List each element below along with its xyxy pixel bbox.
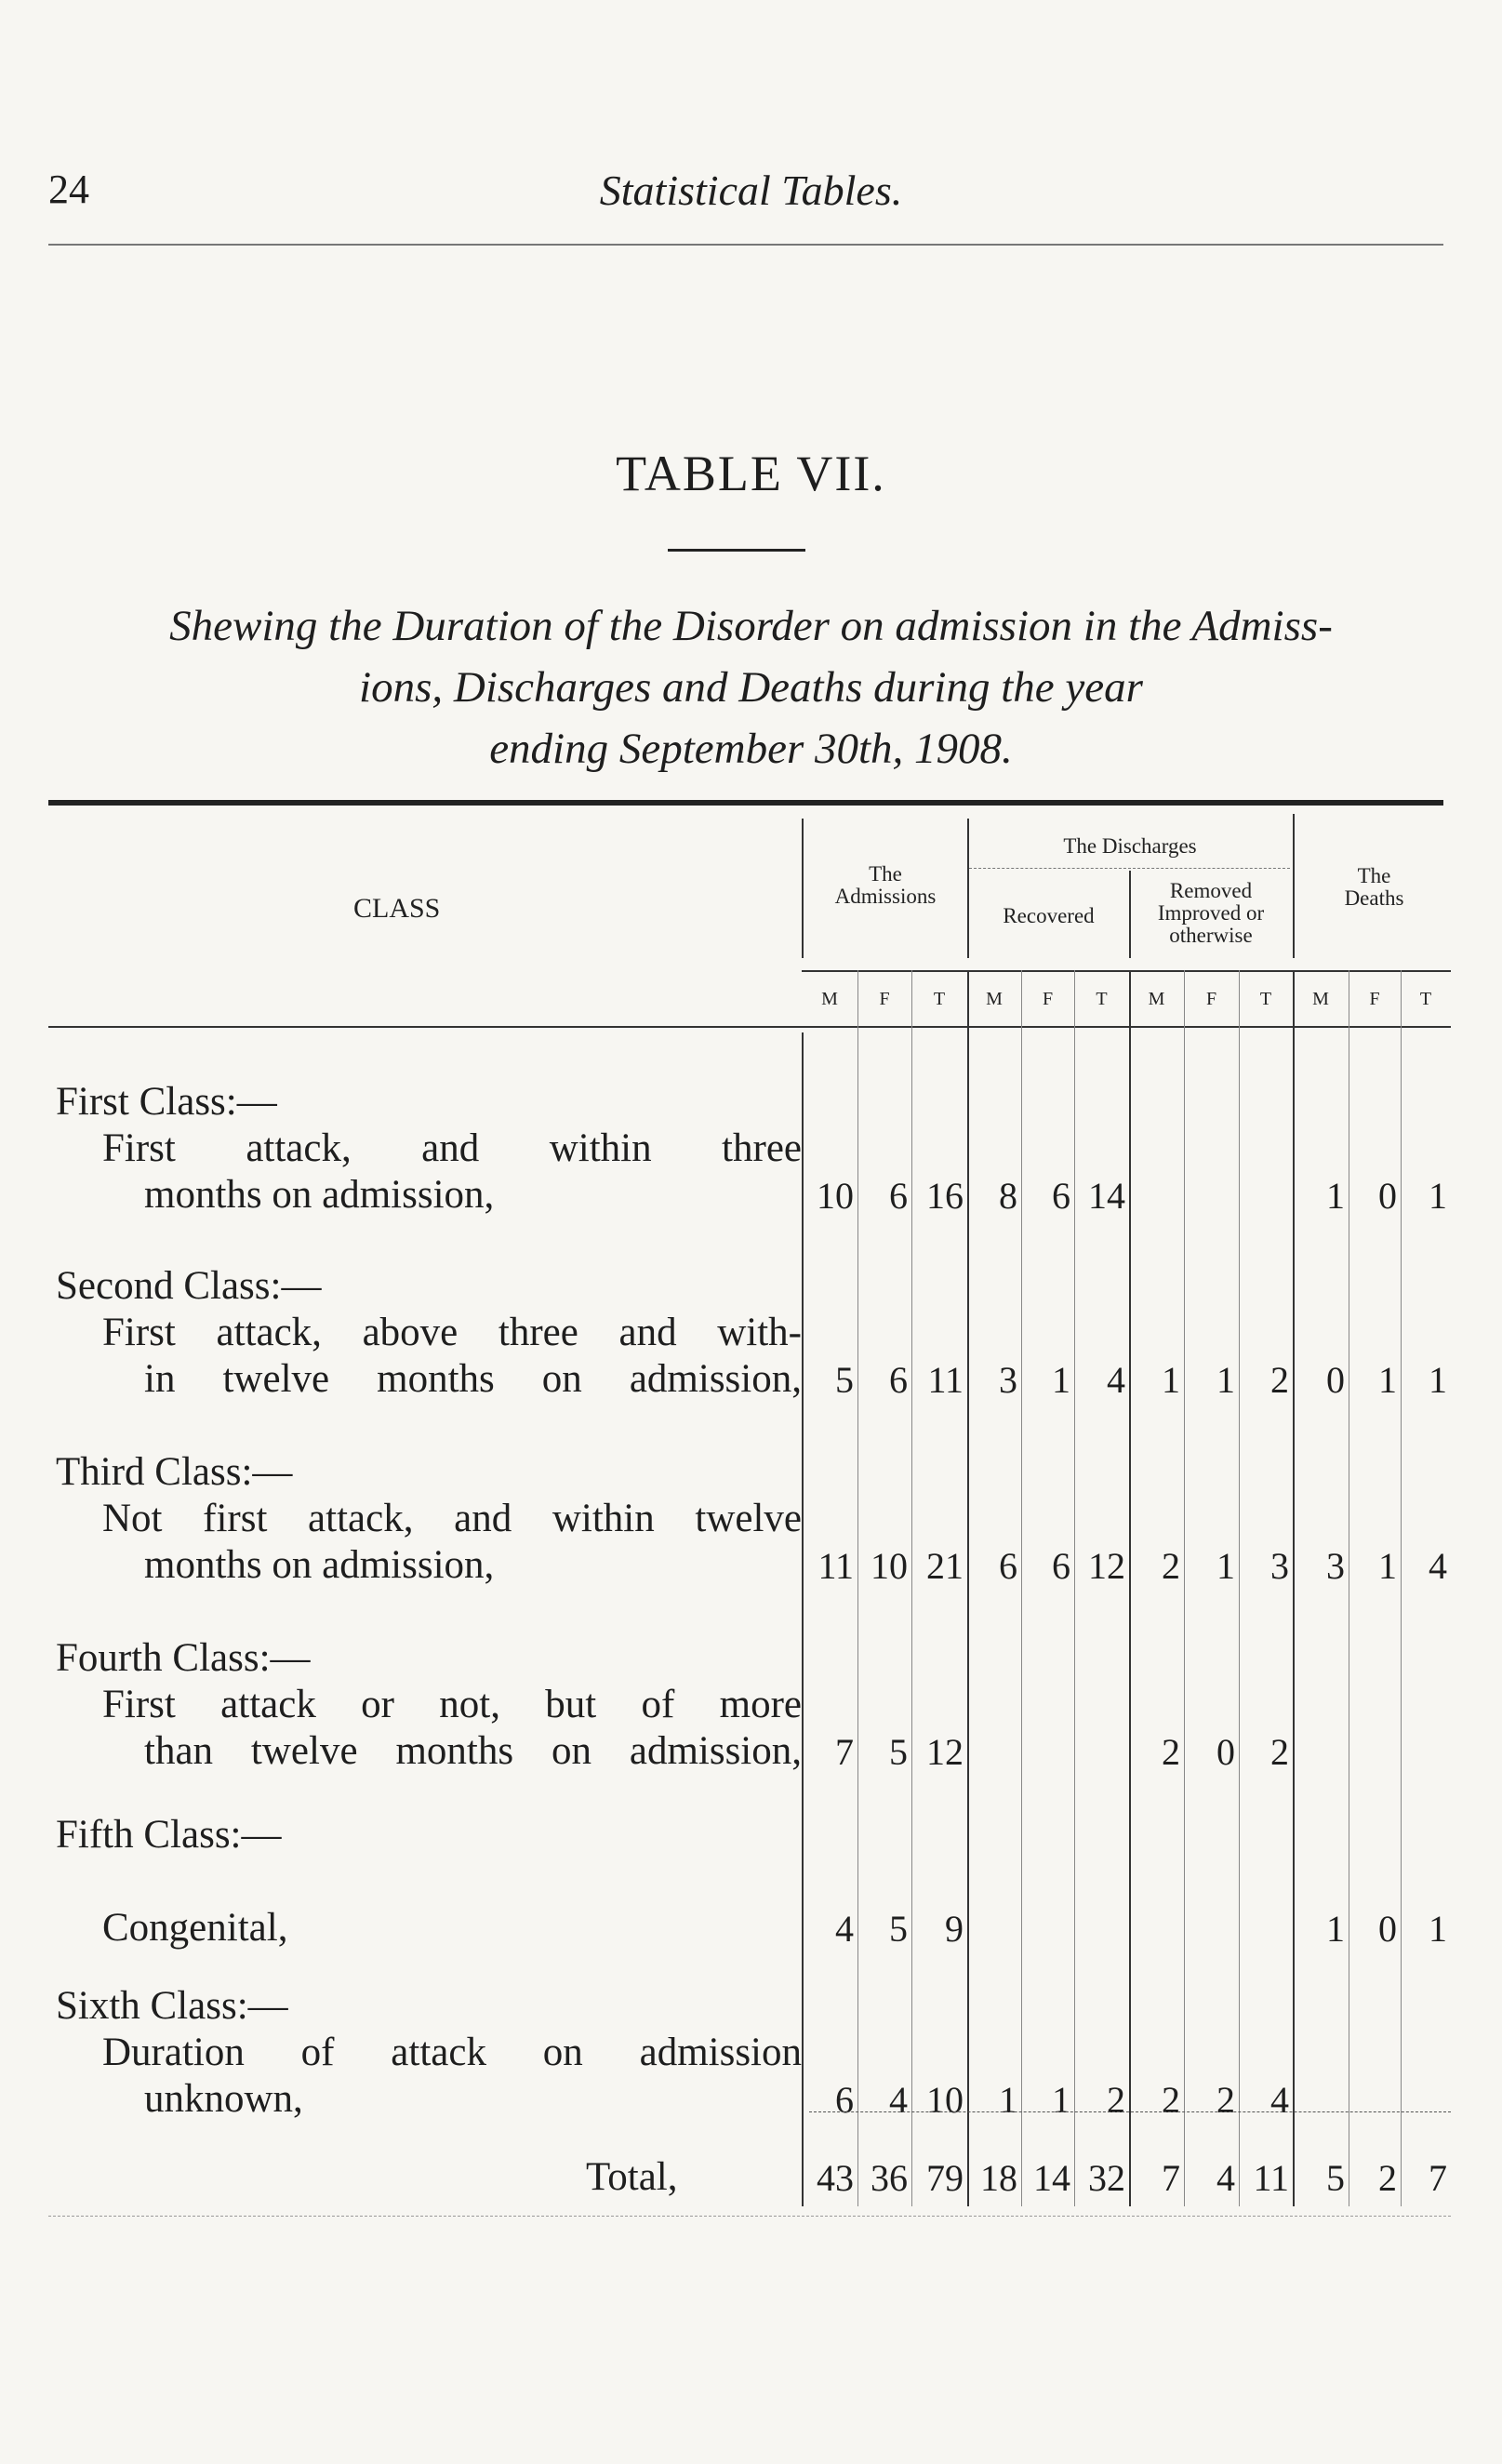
table-cell: 1 — [1378, 1359, 1397, 1401]
table-cell: 2 — [1270, 1359, 1289, 1401]
vline-removed — [1129, 871, 1131, 958]
class-description-line-2: Congenital, — [102, 1906, 288, 1950]
admissions-header — [802, 863, 969, 908]
table-cell: 0 — [1216, 1731, 1235, 1773]
total-cell: 36 — [871, 2157, 908, 2199]
caption-line-1: Shewing the Duration of the Disorder on admission in the Admiss- — [169, 602, 1333, 650]
vline-col-8 — [1239, 970, 1240, 2206]
table-cell: 0 — [1378, 1908, 1397, 1950]
table-cell: 3 — [1326, 1545, 1345, 1587]
total-label: Total, — [586, 2155, 678, 2199]
total-cell: 4 — [1216, 2157, 1235, 2199]
class-title: Second Class:— — [56, 1264, 322, 1308]
table-cell: 2 — [1270, 1731, 1289, 1773]
table-cell: 0 — [1326, 1359, 1345, 1401]
table-cell: 6 — [999, 1545, 1017, 1587]
class-description-line-1: Duration of attack on admission — [102, 2031, 802, 2074]
table-cell: 3 — [1270, 1545, 1289, 1587]
table-cell: 1 — [1162, 1359, 1180, 1401]
class-title: Sixth Class:— — [56, 1984, 288, 2028]
admissions-header-line-2: Admissions — [834, 885, 937, 908]
vline-deaths — [1293, 814, 1295, 958]
removed-header-line-1: Removed — [1169, 879, 1253, 902]
caption-line-3: ending September 30th, 1908. — [489, 725, 1013, 773]
table-cell: 6 — [1052, 1545, 1070, 1587]
table-cell: 5 — [889, 1731, 908, 1773]
vline-col-3 — [967, 970, 969, 2206]
vline-col-4 — [1021, 970, 1022, 2206]
total-cell: 5 — [1326, 2157, 1345, 2199]
sub-header-5: T — [1096, 989, 1108, 1009]
header-mid-rule — [802, 970, 1451, 972]
removed-header — [1129, 880, 1293, 947]
table-cell: 1 — [1429, 1908, 1447, 1950]
vline-col-7 — [1184, 970, 1185, 2206]
sub-header-9: M — [1312, 989, 1329, 1009]
class-title: First Class:— — [56, 1080, 277, 1124]
total-cell: 7 — [1429, 2157, 1447, 2199]
class-description-line-2: in twelve months on admission, — [144, 1357, 802, 1401]
admissions-header-line-1: The — [869, 862, 902, 886]
sub-header-8: T — [1259, 989, 1272, 1009]
table-cell: 10 — [871, 1545, 908, 1587]
class-description-line-1: First attack or not, but of more — [102, 1683, 802, 1726]
table-cell: 2 — [1107, 2079, 1125, 2121]
total-cell: 32 — [1088, 2157, 1125, 2199]
table-cell: 4 — [889, 2079, 908, 2121]
sub-header-1: F — [879, 989, 890, 1009]
table-cell: 9 — [945, 1908, 964, 1950]
class-description-line-2: than twelve months on admission, — [144, 1729, 802, 1773]
table-cell: 21 — [926, 1545, 964, 1587]
table-cell: 1 — [1216, 1545, 1235, 1587]
table-cell: 1 — [1052, 2079, 1070, 2121]
table-title: TABLE VII. — [616, 446, 886, 501]
table-cell: 3 — [999, 1359, 1017, 1401]
running-title: Statistical Tables. — [599, 166, 903, 214]
class-description-line-2: unknown, — [144, 2077, 303, 2121]
vline-col-1 — [857, 970, 858, 2206]
table-cell: 4 — [1107, 1359, 1125, 1401]
table-cell: 1 — [1378, 1545, 1397, 1587]
table-cell: 1 — [1216, 1359, 1235, 1401]
deaths-header — [1293, 865, 1455, 910]
table-top-rule — [48, 800, 1443, 806]
total-cell: 43 — [817, 2157, 854, 2199]
table-cell: 8 — [999, 1175, 1017, 1217]
table-cell: 1 — [1429, 1175, 1447, 1217]
table-cell: 1 — [1326, 1175, 1345, 1217]
table-cell: 12 — [926, 1731, 964, 1773]
table-caption — [51, 595, 1451, 779]
table-cell: 0 — [1378, 1175, 1397, 1217]
sub-header-7: F — [1205, 989, 1217, 1009]
sub-header-0: M — [821, 989, 838, 1009]
table-cell: 11 — [927, 1359, 964, 1401]
table-cell: 6 — [835, 2079, 854, 2121]
vline-class-divider — [802, 1032, 804, 2206]
table-cell: 5 — [889, 1908, 908, 1950]
recovered-header: Recovered — [1003, 904, 1095, 927]
table-cell: 2 — [1216, 2079, 1235, 2121]
title-rule — [668, 549, 805, 552]
vline-col-9 — [1293, 970, 1295, 2206]
table-cell: 10 — [817, 1175, 854, 1217]
table-cell: 1 — [1429, 1359, 1447, 1401]
removed-header-line-2: Improved or — [1157, 901, 1265, 925]
total-cell: 7 — [1162, 2157, 1180, 2199]
deaths-header-line-2: Deaths — [1344, 886, 1404, 910]
class-description-line-1: First attack, above three and with- — [102, 1311, 802, 1354]
discharges-rule — [969, 868, 1290, 869]
header-rule — [48, 244, 1443, 246]
total-cell: 18 — [980, 2157, 1017, 2199]
table-cell: 2 — [1162, 1731, 1180, 1773]
deaths-header-line-1: The — [1357, 864, 1391, 887]
vline-col-2 — [911, 970, 912, 2206]
table-cell: 16 — [926, 1175, 964, 1217]
sub-header-11: T — [1419, 989, 1432, 1009]
table-cell: 1 — [1326, 1908, 1345, 1950]
table-cell: 6 — [889, 1175, 908, 1217]
table-cell: 14 — [1088, 1175, 1125, 1217]
table-cell: 4 — [1270, 2079, 1289, 2121]
sub-header-4: F — [1042, 989, 1054, 1009]
table-cell: 4 — [1429, 1545, 1447, 1587]
table-cell: 10 — [926, 2079, 964, 2121]
table-cell: 6 — [889, 1359, 908, 1401]
removed-header-line-3: otherwise — [1169, 924, 1253, 947]
total-cell: 11 — [1253, 2157, 1289, 2199]
table-cell: 6 — [1052, 1175, 1070, 1217]
table-cell: 7 — [835, 1731, 854, 1773]
vline-col-11 — [1401, 970, 1402, 2206]
vline-admissions — [802, 819, 804, 958]
class-title: Third Class:— — [56, 1450, 293, 1494]
class-title: Fourth Class:— — [56, 1636, 311, 1680]
table-cell: 4 — [835, 1908, 854, 1950]
table-cell: 2 — [1162, 2079, 1180, 2121]
sub-header-3: M — [986, 989, 1003, 1009]
class-header: CLASS — [353, 893, 441, 924]
class-description-line-2: months on admission, — [144, 1173, 495, 1217]
vline-col-6 — [1129, 970, 1131, 2206]
caption-line-2: ions, Discharges and Deaths during the year — [359, 663, 1143, 712]
header-bottom-rule — [48, 1026, 1451, 1028]
table-cell: 1 — [999, 2079, 1017, 2121]
table-cell: 11 — [817, 1545, 854, 1587]
class-title: Fifth Class:— — [56, 1813, 282, 1857]
vline-discharges — [967, 819, 969, 958]
table-cell: 5 — [835, 1359, 854, 1401]
total-cell: 14 — [1033, 2157, 1070, 2199]
table-cell: 12 — [1088, 1545, 1125, 1587]
discharges-header: The Discharges — [1063, 834, 1197, 858]
class-description-line-1: First attack, and within three — [102, 1126, 802, 1170]
table-cell: 2 — [1162, 1545, 1180, 1587]
sub-header-10: F — [1369, 989, 1380, 1009]
total-rule — [809, 2111, 1451, 2112]
table-cell: 1 — [1052, 1359, 1070, 1401]
sub-header-6: M — [1148, 989, 1165, 1009]
class-description-line-1: Not first attack, and within twelve — [102, 1497, 802, 1540]
total-cell: 2 — [1378, 2157, 1397, 2199]
class-description-line-2: months on admission, — [144, 1543, 495, 1587]
table-bottom-rule — [48, 2216, 1451, 2217]
vline-col-5 — [1074, 970, 1075, 2206]
sub-header-2: T — [933, 989, 946, 1009]
page-number: 24 — [48, 166, 89, 212]
total-cell: 79 — [926, 2157, 964, 2199]
